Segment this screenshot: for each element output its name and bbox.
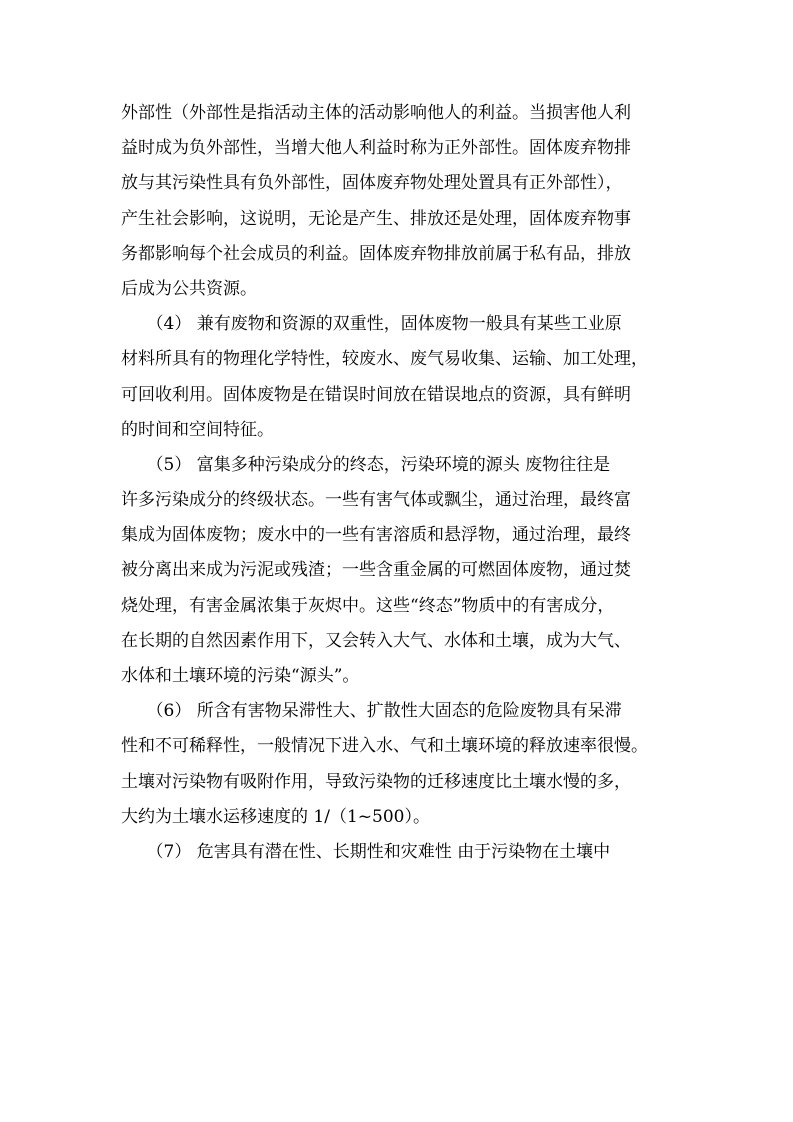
text-line: 产生社会影响，这说明，无论是产生、排放还是处理，固体废弃物事 [121,208,631,229]
text-line: 益时成为负外部性，当增大他人利益时称为正外部性。固体废弃物排 [121,138,631,159]
text-line: 土壤对污染物有吸附作用，导致污染物的迁移速度比土壤水慢的多， [121,771,631,792]
text-line: 烧处理，有害金属浓集于灰烬中。这些“终态”物质中的有害成分， [121,595,615,616]
text-line: 水体和土壤环境的污染“源头”。 [121,666,360,686]
text-line: 外部性（外部性是指活动主体的活动影响他人的利益。当损害他人利 [121,103,631,123]
text-line: 放与其污染性具有负外部性，固体废弃物处理处置具有正外部性）， [121,173,623,194]
text-line: 后成为公共资源。 [121,278,257,299]
paragraph-6-line: （6） 所含有害物呆滞性大、扩散性大固态的危险废物具有呆滞 [121,701,622,722]
text-line: 被分离出来成为污泥或残渣；一些含重金属的可燃固体废物，通过焚 [121,560,631,581]
text-line: 大约为土壤水运移速度的 1/（1~500）。 [121,806,430,827]
text-line: 的时间和空间特征。 [121,419,274,440]
paragraph-7-line: （7） 危害具有潜在性、长期性和灾难性 由于污染物在土壤中 [121,841,611,862]
text-line: 在长期的自然因素作用下，又会转入大气、水体和土壤，成为大气、 [121,630,631,651]
text-line: 务都影响每个社会成员的利益。固体废弃物排放前属于私有品，排放 [121,243,631,264]
paragraph-5-line: （5） 富集多种污染成分的终态，污染环境的源头 废物往往是 [121,454,611,475]
text-line: 集成为固体废物；废水中的一些有害溶质和悬浮物，通过治理，最终 [121,525,631,546]
text-line: 可回收利用。固体废物是在错误时间放在错误地点的资源，具有鲜明 [121,384,631,405]
text-line: 性和不可稀释性，一般情况下进入水、气和土壤环境的释放速率很慢。 [121,736,648,757]
text-line: 材料所具有的物理化学特性，较废水、废气易收集、运输、加工处理， [121,349,648,370]
text-line: 许多污染成分的终级状态。一些有害气体或飘尘，通过治理，最终富 [121,490,631,511]
document-body [121,96,681,870]
paragraph-4-line: （4） 兼有废物和资源的双重性，固体废物一般具有某些工业原 [121,314,622,335]
